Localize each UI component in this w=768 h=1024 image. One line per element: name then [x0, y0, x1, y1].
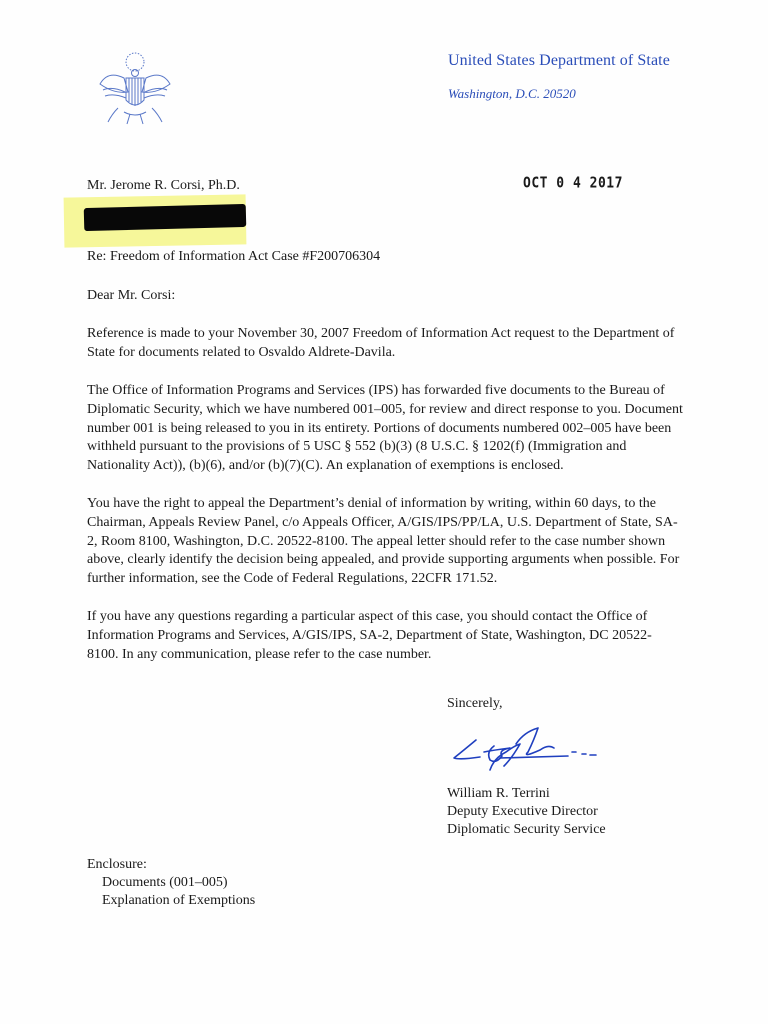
letter-body	[87, 248, 683, 684]
enclosure-item: Explanation of Exemptions	[102, 893, 256, 908]
addressee-name: Mr. Jerome R. Corsi, Ph.D.	[87, 178, 240, 193]
redaction-bar	[84, 204, 247, 231]
agency-name: United States Department of State	[448, 52, 670, 69]
paragraph-contact: If you have any questions regarding a particular aspect of this case, you should contact the Office of Information Programs and Services, A/GIS/IPS, SA-2, Department of State, Washington, DC 20522-8100. In any communication, please refer to the case number.	[87, 609, 652, 662]
enclosure-block	[87, 856, 255, 910]
paragraph-documents: The Office of Information Programs and Services (IPS) has forwarded five documents to the Bureau of Diplomatic Security, which we have numbered 001–005, for review and direct response to you. Document number 001 is being released to you in its entirety. Portions of documents numbered 002–005 have been withheld pursuant to the provisions of 5 USC § 552 (b)(3) (8 U.S.C. § 1202(f) (Immigration and Nationality Act)), (b)(6), and/or (b)(7)(C). An explanation of exemptions is enclosed.	[87, 383, 683, 473]
subject-line: Re: Freedom of Information Act Case #F200706304	[87, 249, 381, 264]
signer-name: William R. Terrini	[447, 786, 550, 801]
handwritten-signature	[450, 722, 610, 780]
letterhead	[448, 52, 748, 102]
signer-title: Deputy Executive Director	[447, 804, 598, 819]
date-stamp: OCT 0 4 2017	[523, 174, 623, 193]
paragraph-appeal: You have the right to appeal the Department’s denial of information by writing, within 60 days, to the Chairman, Appeals Review Panel, c/o Appeals Officer, A/GIS/IPS/PP/LA, U.S. Department of State, SA-2, Room 8100, Washington, D.C. 20522-8100. The appeal letter should refer to the case number shown above, clearly identify the decision being appealed, and provide supporting arguments when possible. For further information, see the Code of Federal Regulations, 22CFR 171.52.	[87, 496, 680, 586]
signer-block	[447, 785, 606, 839]
paragraph-reference: Reference is made to your November 30, 2007 Freedom of Information Act request to the Department of State for documents related to Osvaldo Aldrete-Davila.	[87, 326, 675, 360]
agency-location: Washington, D.C. 20520	[448, 86, 576, 101]
salutation: Dear Mr. Corsi:	[87, 287, 176, 303]
enclosure-label: Enclosure:	[87, 857, 147, 872]
enclosure-item: Documents (001–005)	[102, 875, 228, 890]
great-seal-eagle-icon	[94, 48, 176, 130]
closing: Sincerely,	[447, 696, 503, 711]
signer-office: Diplomatic Security Service	[447, 822, 606, 837]
